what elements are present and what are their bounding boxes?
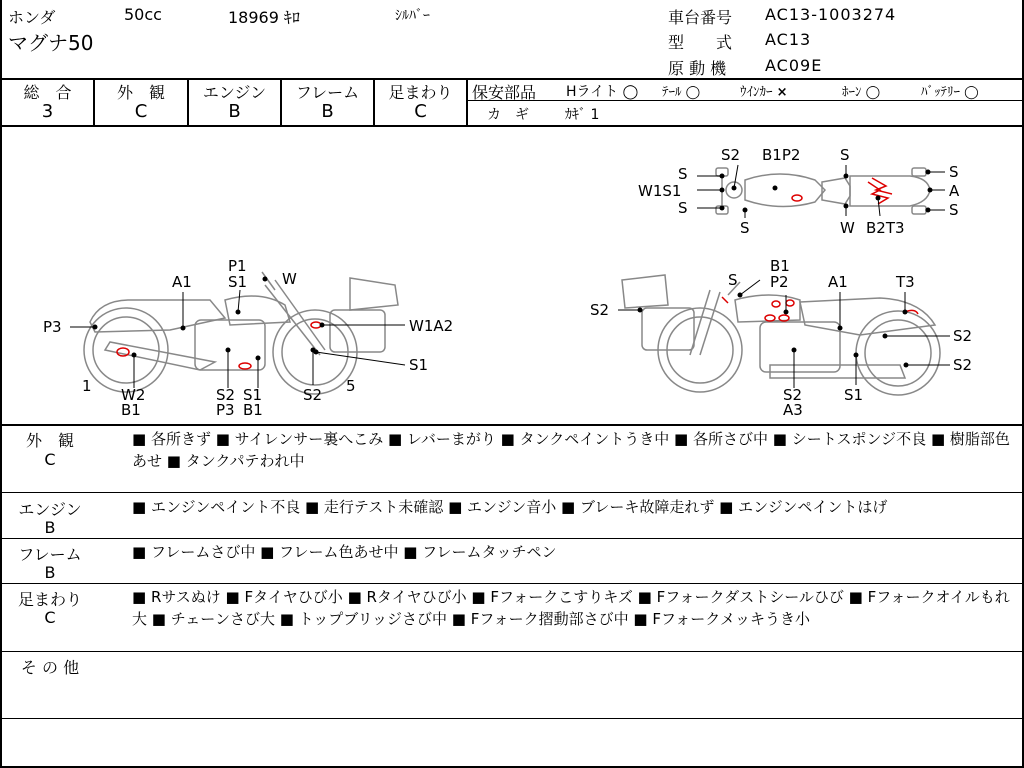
diag-label: S2 (303, 386, 323, 404)
notes-frame-grade: B (44, 563, 56, 582)
diag-label: A1 (172, 273, 192, 291)
engine-grade: B (228, 101, 241, 122)
maker: ホンダ (8, 8, 56, 27)
diag-label: S2 (953, 327, 973, 345)
diag-label: 1 (82, 377, 92, 395)
safety-item-tail: ﾃｰﾙ ◯ (662, 85, 701, 100)
key-label: カ ギ (487, 107, 529, 123)
diag-label: 5 (346, 377, 356, 395)
diag-label: S2 (721, 146, 741, 164)
diag-label: S (678, 165, 688, 183)
engine-model-label: 原 動 機 (668, 59, 727, 78)
safety-label: 保安部品 (472, 83, 537, 102)
diag-label: S (678, 199, 688, 217)
diag-label: S (949, 201, 959, 219)
safety-item-battery: ﾊﾞｯﾃﾘｰ ◯ (921, 85, 979, 100)
diag-label: S1 (228, 273, 248, 291)
safety-item-headlight: Hライト ◯ (566, 84, 639, 100)
frame-number: AC13-1003274 (765, 5, 897, 24)
diag-label: B1 (770, 257, 790, 275)
leader-dots (93, 170, 933, 368)
mileage: 18969 ｷﾛ (228, 8, 300, 27)
diag-label: P1 (228, 257, 247, 275)
right-side-motorcycle (622, 275, 940, 395)
diag-label: P2 (770, 273, 789, 291)
frame-number-label: 車台番号 (668, 8, 733, 27)
diag-label: S1 (844, 386, 864, 404)
diag-label: S (728, 271, 738, 289)
exterior-grade: C (134, 101, 148, 122)
notes-exterior-grade: C (44, 450, 56, 469)
notes-frame-text: ■ フレームさび中 ■ フレーム色あせ中 ■ フレームタッチペン (132, 543, 557, 561)
notes-suspension-grade: C (44, 608, 56, 627)
damage-diagram (0, 127, 1024, 425)
headlight-mark: ◯ (622, 84, 639, 100)
displacement: 50cc (124, 5, 162, 24)
diag-label: S1 (243, 386, 263, 404)
notes-suspension-label: 足まわり (17, 590, 82, 609)
battery-mark: ◯ (964, 85, 979, 100)
diag-label: W (282, 270, 297, 288)
top-view-motorcycle (716, 168, 930, 214)
notes-other-label: そ の 他 (20, 658, 80, 677)
diag-label: W1A2 (409, 317, 454, 335)
tail-mark: ◯ (685, 85, 701, 100)
diag-label: S (740, 219, 750, 237)
diag-label: A (949, 182, 960, 200)
model-name: マグナ50 (8, 31, 94, 55)
safety-item-winker: ｳｲﾝｶｰ × (740, 85, 788, 100)
suspension-grade: C (414, 101, 427, 122)
diag-label: P3 (216, 401, 235, 419)
diag-label: S (840, 146, 850, 164)
notes-frame-label: フレーム (18, 545, 82, 564)
engine-label: エンジン (202, 83, 267, 102)
notes-exterior-text: ■ 各所きず ■ サイレンサー裏へこみ ■ レバーまがり ■ タンクペイントうき中 ■ 各所さび中 ■ シートスポンジ不良 ■ 樹脂部色あせ ■ タンクパテわれ中 (132, 430, 1010, 470)
horn-mark: ◯ (865, 85, 881, 100)
diag-label: S (949, 163, 959, 181)
safety-item-horn: ﾎｰﾝ ◯ (842, 85, 881, 100)
diag-label: B1 (121, 401, 141, 419)
engine-model-value: AC09E (765, 56, 823, 75)
overall-grade: 3 (41, 101, 54, 122)
frame-label: フレーム (295, 83, 360, 102)
notes-engine-text: ■ エンジンペイント不良 ■ 走行テスト未確認 ■ エンジン音小 ■ ブレーキ故障走れず ■ エンジンペイントはげ (132, 498, 888, 516)
overall-label: 総 合 (23, 83, 72, 102)
diag-label: B1 (243, 401, 263, 419)
diag-label: S1 (409, 356, 429, 374)
type-label: 型 式 (668, 33, 733, 52)
diag-label: B1P2 (762, 146, 801, 164)
frame-grade: B (321, 101, 334, 122)
diag-label: W1S1 (638, 182, 682, 200)
type-value: AC13 (765, 30, 812, 49)
color: ｼﾙﾊﾞｰ (395, 8, 430, 24)
key-value: ｶｷﾞ 1 (565, 107, 600, 123)
diag-label: T3 (896, 273, 915, 291)
diag-label: W2 (121, 386, 146, 404)
diag-label: S2 (953, 356, 973, 374)
exterior-label: 外 観 (116, 83, 165, 102)
suspension-label: 足まわり (388, 83, 453, 102)
diag-label: S2 (590, 301, 610, 319)
diag-label: S2 (783, 386, 803, 404)
notes-engine-grade: B (44, 518, 56, 537)
diag-label: A3 (783, 401, 803, 419)
diag-label: W (840, 219, 855, 237)
diag-label: A1 (828, 273, 848, 291)
notes-engine-label: エンジン (18, 500, 82, 519)
diag-label: B2T3 (866, 219, 905, 237)
diag-label: S2 (216, 386, 236, 404)
notes-suspension-text: ■ Rサスぬけ ■ Fタイヤひび小 ■ Rタイヤひび小 ■ Fフォークこすりキズ ■ Fフォークダストシールひび ■ Fフォークオイルもれ大 ■ チェーンさび大 ■ トップブリッジさび中 ■ Fフォーク摺動部さび中 ■ Fフォークメッキうき小 (132, 588, 1010, 628)
notes-top-border (0, 424, 1024, 426)
notes-exterior-label: 外 観 (25, 431, 74, 450)
diag-label: P3 (43, 318, 62, 336)
winker-mark: × (776, 85, 788, 100)
